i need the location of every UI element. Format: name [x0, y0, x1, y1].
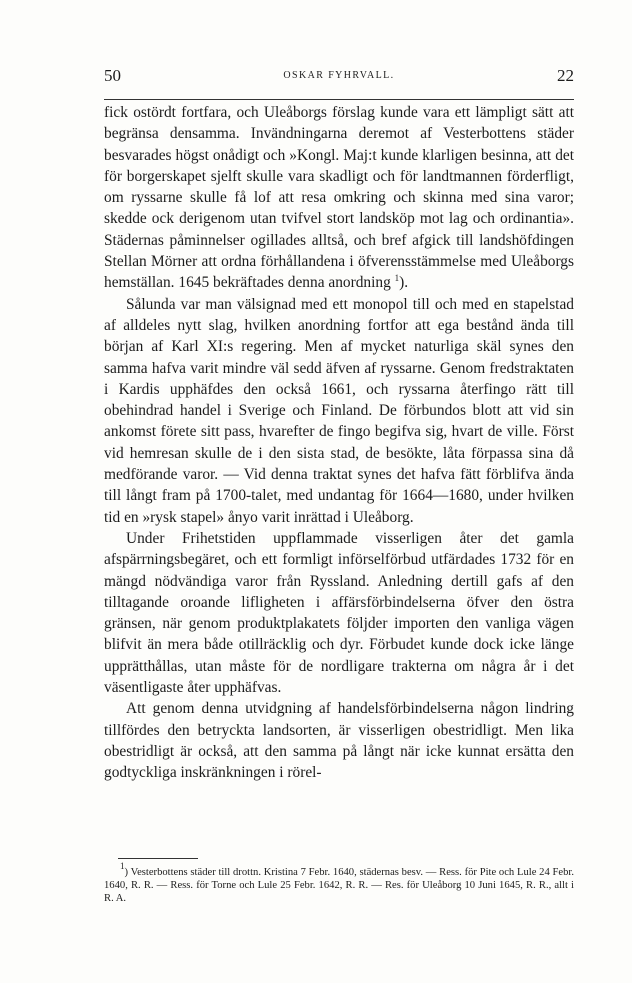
footnote: [104, 861, 574, 905]
footnote-rule: [118, 858, 198, 859]
paragraph-3: Under Frihetstiden uppflammade visserligen åter det gamla afspärrningsbegäret, och ett formligt införselförbud utfärdades 1732 för en mängd nödvändiga varor från Ryssland. Anledning dertill gafs af den tilltagande oroande lifligheten i affärsförbindelserna öfver den östra gränsen, när genom produktplakatets följder importen den vanliga vägen blifvit än mera både otillräcklig och dyr. Förbudet kunde dock icke länge upprätthållas, utan måste för de nordligare trakterna om några år i det väsentligaste åter upphäfvas.: [104, 529, 574, 697]
paragraph-2: Sålunda var man välsignad med ett monopol till och med en stapelstad af alldeles nytt slag, hvilken anordning fortfor att ega bestånd ända till början af Karl XI:s regering. Men af mycket naturliga skäl synes den samma hafva varit mindre väl sedd äfven af ryssarne. Genom fredstraktaten i Kardis upphäfdes den också 1661, och ryssarna återfingo rätt till obehindrad handel i Sverige och Finland. De förbundos blott att vid sin ankomst förete sitt pass, hvarefter de fingo begifva sig, hvart de ville. Först vid hemresan skulle de i den sista stad, de besökte, låta förpassa sina då medförande varor. — Vid denna traktat synes det hafva fätt förblifva ända till långt fram på 1700-talet, med undantag för 1664—1680, under hvilken tid en »rysk stapel» ånyo varit inrättad i Uleåborg.: [104, 295, 574, 526]
footnote-reference: 1: [394, 273, 400, 284]
footnote-marker: 1: [120, 861, 125, 871]
header-rule: [104, 99, 574, 100]
paragraph-1-end: ).: [399, 274, 409, 292]
running-head: OSKAR FYHRVALL.: [283, 70, 395, 81]
footnote-text: [104, 861, 574, 905]
page-header: [104, 66, 574, 90]
paragraph-4: Att genom denna utvidgning af handelsförbindelserna någon lindring tillfördes den betryckta landsorten, är visserligen obestridligt. Men lika obestridligt är också, att den samma på långt när icke kunnat ersätta den godtyckliga inskränkningen i rörel-: [104, 700, 574, 782]
page-number-left: 50: [104, 66, 121, 85]
paragraph-1-text: fick ostördt fortfara, och Uleåborgs förslag kunde vara ett lämpligt sätt att begränsa densamma. Invändningarna deremot af Vesterbottens städer besvarades högst onådigt och »Kongl. Maj:t kunde klarligen besinna, att det för borgerskapet sjelft skulle vara skadligt och för landtmannen förderfligt, om ryssarne skulle få lof att resa omkring och skinna med sina varor; skedde ock derigenom utan tvifvel stort landsköp mot lag och ordinantia». Städernas påminnelser ogillades alltså, och bref afgick till landshöfdingen Stellan Mörner att ordna förhållandena i öfverensstämmelse med Uleåborgs hemställan. 1645 bekräftades denna anordning: [104, 104, 574, 292]
footnote-body: ) Vesterbottens städer till drottn. Kristina 7 Febr. 1640, städernas besv. — Ress. för Pite och Lule 24 Febr. 1640, R. R. — Ress. för Torne och Lule 25 Febr. 1642, R. R. — Res. för Uleåborg 10 Juni 1645, R. R., allt i R. A.: [104, 867, 574, 904]
body-text: [104, 102, 574, 784]
paragraph-1: [104, 102, 574, 294]
page-number-right: 22: [557, 66, 574, 85]
